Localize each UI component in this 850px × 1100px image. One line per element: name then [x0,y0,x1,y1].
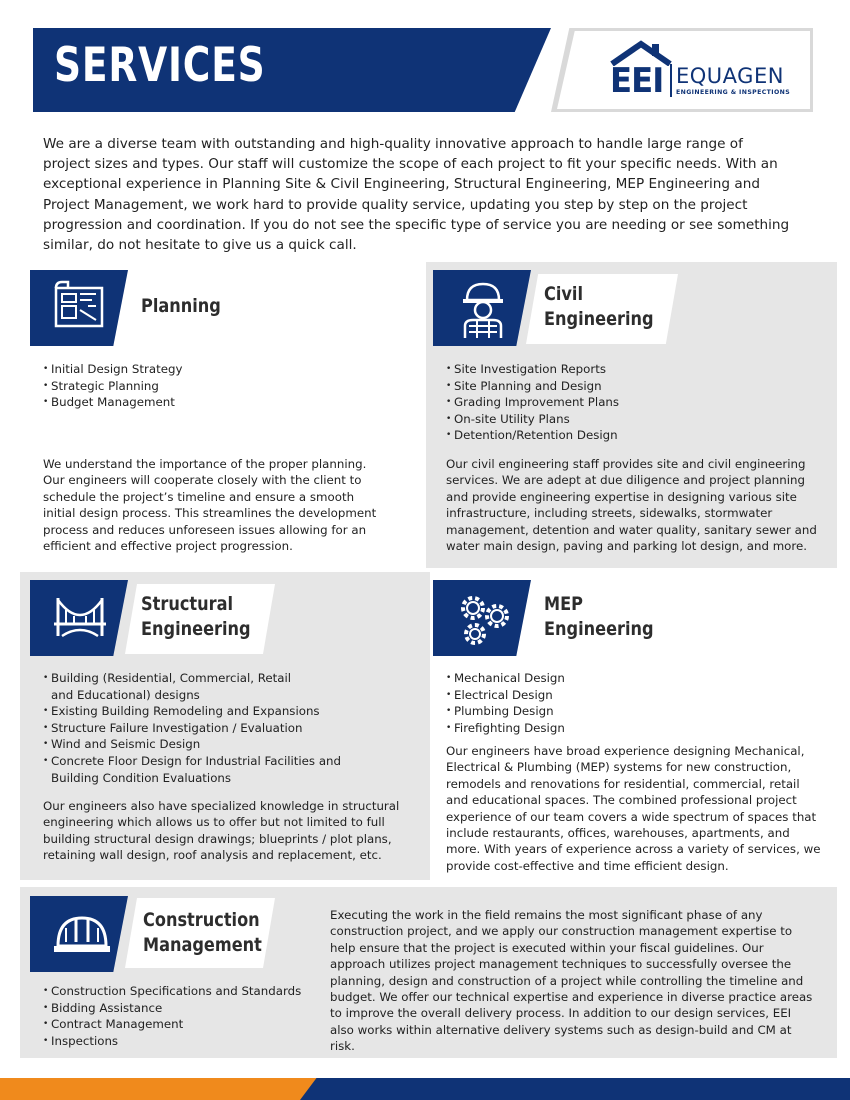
list-item: • Plumbing Design [446,703,816,720]
civil-bullet-list [446,361,816,444]
footer-accent-navy [300,1078,850,1100]
list-item: • Contract Management [43,1016,323,1033]
list-item: • Mechanical Design [446,670,816,687]
planning-title: Planning [141,295,221,317]
engineer-worker-icon [455,280,511,340]
structural-title [141,592,251,642]
mep-paragraph: Our engineers have broad experience designing Mechanical, Electrical & Plumbing (MEP) systems for new construction, remodels and renovations for residential, commercial, retail and educational spaces. The combined professional project experience of our team covers a wide spectrum of spaces that include restaurants, offices, warehouses, apartments, and more. With years of experience across a variety of services, we provide cost-effective and time efficient design. [446,744,821,873]
structural-title-line2: Engineering [141,618,251,640]
list-item: • Structure Failure Investigation / Evaluation [43,720,343,737]
list-item: • Initial Design Strategy [43,361,403,378]
construction-bullet-list [43,983,323,1049]
logo-divider [670,64,672,97]
civil-title-line2: Engineering [544,308,654,330]
construction-icon-box [30,896,128,972]
planning-icon-box [30,270,128,346]
logo-tagline: ENGINEERING & INSPECTIONS [676,89,791,96]
planning-bullet-list [43,361,403,411]
list-item: • Site Planning and Design [446,378,816,395]
structural-paragraph: Our engineers also have specialized knowledge in structural engineering which allows us to offer but not limited to full building structural design drawings; blueprints / plot plans, retaining wall design, roof analysis and replacement, etc. [43,799,400,863]
mep-title-line2: Engineering [544,618,654,640]
list-item: • Firefighting Design [446,720,816,737]
civil-title-line1: Civil [544,283,583,305]
gears-icon [455,590,515,650]
list-item: • Concrete Floor Design for Industrial Facilities and Building Condition Evaluations [43,753,351,786]
planning-paragraph: We understand the importance of the proper planning. Our engineers will cooperate closely with the client to schedule the project’s timeline and ensure a smooth initial design process. This streamlines the development process and reduces unforeseen issues allowing for an efficient and effective project progression. [43,457,377,554]
mep-title [544,592,654,642]
list-item: • On-site Utility Plans [446,411,816,428]
list-item: • Construction Specifications and Standards [43,983,323,1000]
construction-paragraph: Executing the work in the field remains the most significant phase of any construction project, and we apply our construction management expertise to help ensure that the project is executed within your fiscal guidelines. Our approach utilizes project management techniques to successfully oversee the planning, design and construction of a project while controlling the timeline and budget. We offer our technical expertise and experience in diverse practice areas to improve the overall delivery process. In addition to our design services, EEI also works within alternative delivery systems such as design-build and CM at risk. [330,908,813,1054]
blueprint-icon [52,280,108,336]
intro-paragraph: We are a diverse team with outstanding and high-quality innovative approach to handle large range of project sizes and types. Our staff will customize the scope of each project to fit your specific needs. With an exceptional experience in Planning Site & Civil Engineering, Structural Engineering, MEP Engineering and Project Management, we work hard to provide quality service, updating you step by step on the project progression and coordination. If you do not see the specific type of service you are needing or see something similar, do not hesitate to give us a quick call. [43,136,790,254]
mep-title-line1: MEP [544,593,583,615]
list-item: • Grading Improvement Plans [446,394,816,411]
mep-icon-box [433,580,531,656]
civil-paragraph: Our civil engineering staff provides site and civil engineering services. We are adept at due diligence and project planning and provide engineering expertise in designing various site infrastructure, including streets, sidewalks, stormwater management, detention and water quality, sanitary sewer and water main design, paving and parking lot design, and more. [446,457,817,554]
list-item: • Wind and Seismic Design [43,736,343,753]
construction-title-line2: Management [143,934,262,956]
civil-icon-box [433,270,531,346]
list-item: • Building (Residential, Commercial, Retail and Educational) designs [43,670,301,703]
list-item: • Detention/Retention Design [446,427,816,444]
structural-bullet-list [43,670,343,786]
construction-title-line1: Construction [143,909,260,931]
list-item: • Strategic Planning [43,378,403,395]
construction-title [143,908,262,958]
logo-mark: EEI [610,61,664,101]
hard-hat-icon [52,906,112,962]
logo-company-name: EQUAGEN [676,64,784,88]
list-item: • Existing Building Remodeling and Expansions [43,703,343,720]
page-title: SERVICES [54,38,266,93]
civil-title [544,282,654,332]
mep-bullet-list [446,670,816,736]
bridge-icon [52,590,108,646]
list-item: • Bidding Assistance [43,1000,323,1017]
list-item: • Inspections [43,1033,323,1050]
list-item: • Electrical Design [446,687,816,704]
list-item: • Budget Management [43,394,403,411]
structural-title-line1: Structural [141,593,234,615]
structural-icon-box [30,580,128,656]
list-item: • Site Investigation Reports [446,361,816,378]
